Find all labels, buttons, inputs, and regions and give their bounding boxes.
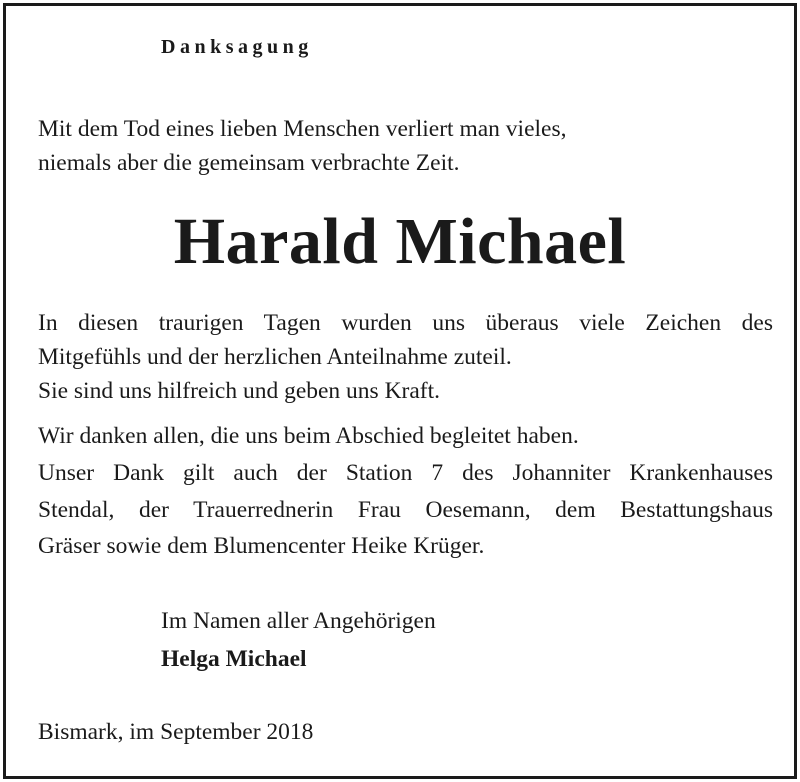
body-line-4: Wir danken allen, die uns beim Abschied begleitet haben. <box>38 423 579 449</box>
notice-heading: Danksagung <box>161 36 313 58</box>
body-line-7: Gräser sowie dem Blumencenter Heike Krüger. <box>38 533 485 559</box>
body-line-1: In diesen traurigen Tagen wurden uns überaus viele Zeichen des <box>38 310 773 336</box>
closing-line: Im Namen aller Angehörigen <box>161 608 436 634</box>
signature: Helga Michael <box>161 646 307 672</box>
quote-line-1: Mit dem Tod eines lieben Menschen verliert man vieles, <box>38 116 567 142</box>
body-line-2: Mitgefühls und der herzlichen Anteilnahme zuteil. <box>38 344 512 370</box>
body-line-3: Sie sind uns hilfreich und geben uns Kraft. <box>38 378 441 404</box>
obituary-notice-frame <box>3 3 797 779</box>
body-line-5: Unser Dank gilt auch der Station 7 des Johanniter Krankenhauses <box>38 460 773 486</box>
quote-line-2: niemals aber die gemeinsam verbrachte Zeit. <box>38 150 460 176</box>
place-date: Bismark, im September 2018 <box>38 719 314 745</box>
body-line-6: Stendal, der Trauerrednerin Frau Oesemann, dem Bestattungshaus <box>38 497 773 523</box>
deceased-name: Harald Michael <box>173 205 627 278</box>
